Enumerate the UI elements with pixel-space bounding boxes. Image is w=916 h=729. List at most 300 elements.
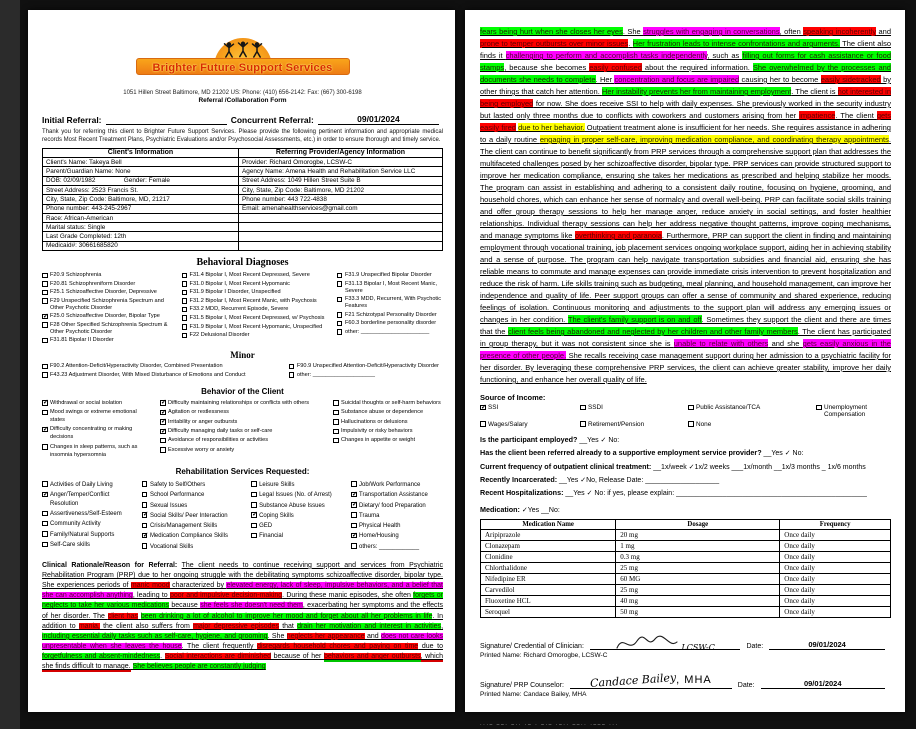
checkbox-label: F31.81 Bipolar II Disorder bbox=[50, 337, 114, 344]
checkbox-label: F25.1 Schizoaffective Disorder, Depressive bbox=[50, 289, 157, 296]
paragraph-text: for now. She does receive SSI to help with daily expenses. She previously worked in the security industry but lasted only three months due to conflicts with coworkers and customers arising from her bbox=[480, 99, 891, 120]
checked-checkbox-icon: ✓ bbox=[142, 511, 149, 519]
checkbox-label: Coping Skills bbox=[259, 512, 294, 519]
viewer-left-gutter bbox=[0, 0, 20, 729]
counselor-signature-script: Candace Bailey bbox=[589, 670, 677, 690]
checked-checkbox-icon: ✓ bbox=[43, 490, 49, 498]
checked-checkbox-icon: ✓ bbox=[252, 511, 258, 519]
unchecked-checkbox-icon bbox=[142, 481, 148, 487]
date-label: Date: bbox=[737, 681, 755, 689]
unchecked-checkbox-icon bbox=[142, 543, 148, 549]
paragraph-text: . She bbox=[267, 632, 287, 640]
paragraph-text: Outpatient treatment alone is insufficient for her needs. She requires assistance in adhering to a daily routine bbox=[480, 123, 891, 144]
checkbox-item bbox=[42, 444, 152, 460]
unchecked-checkbox-icon bbox=[182, 315, 188, 321]
clinician-credential-text: LCSW-C bbox=[681, 642, 715, 652]
checkbox-item bbox=[182, 281, 330, 288]
checkbox-item bbox=[333, 400, 443, 408]
checkbox-item bbox=[142, 532, 243, 541]
unchecked-checkbox-icon bbox=[333, 438, 339, 444]
checkbox-item bbox=[337, 281, 443, 295]
document-page-2[interactable] bbox=[465, 10, 905, 728]
checked-checkbox-icon: ✓ bbox=[161, 408, 167, 416]
checkbox-label: Difficulty managing daily tasks or self-care bbox=[168, 428, 273, 435]
checkbox-item bbox=[289, 372, 443, 379]
checkbox-label: F28 Other Specified Schizophrenia Spectrum & Other Psychotic Disorder bbox=[50, 321, 168, 335]
paragraph-text: , often bbox=[779, 27, 804, 36]
checkbox-label: Self-Care skills bbox=[50, 542, 91, 549]
med-table-cell: Carvedilol bbox=[481, 584, 616, 595]
checkbox-label: F20.9 Schizophrenia bbox=[50, 272, 102, 279]
medication-question bbox=[480, 504, 891, 517]
checkbox-label: F25.0 Schizoaffective Disorder, Bipolar Type bbox=[50, 313, 160, 320]
highlighted-text: including essential daily tasks such as self-care, hygiene, and grooming bbox=[42, 632, 268, 640]
checkbox-label: F43.23 Adjustment Disorder, With Mixed Disturbance of Emotions and Conduct bbox=[50, 371, 246, 378]
checkbox-label: Public Assistance/TCA bbox=[696, 404, 761, 411]
question-label: Is the participant employed? bbox=[480, 435, 578, 445]
unchecked-checkbox-icon bbox=[182, 307, 188, 313]
checkbox-label: Medication Compliance Skills bbox=[149, 533, 228, 540]
checkbox-label: F20.81 Schizophreniform Disorder bbox=[50, 280, 136, 287]
checkbox-item bbox=[182, 315, 330, 322]
client-info-cell: Client's Name: Takeya Bell bbox=[43, 158, 239, 167]
highlighted-text: gets easily anxious in the presence of other people. bbox=[480, 339, 891, 360]
med-frequency-header: Frequency bbox=[780, 519, 891, 529]
med-dosage-header: Dosage bbox=[616, 519, 780, 529]
org-name-banner bbox=[136, 58, 350, 75]
logo-people-icon bbox=[221, 41, 265, 59]
highlighted-text: client has bbox=[107, 612, 139, 620]
checkbox-label: Sexual Issues bbox=[149, 502, 188, 509]
paragraph-text: . Her bbox=[595, 75, 615, 84]
paragraph-text: characterized by bbox=[169, 582, 227, 590]
checked-checkbox-icon: ✓ bbox=[481, 403, 487, 411]
table-row bbox=[481, 606, 891, 617]
question-answer: __Yes ✓No, Release Date: ___________________ bbox=[557, 476, 720, 484]
unchecked-checkbox-icon bbox=[816, 405, 822, 411]
unchecked-checkbox-icon bbox=[351, 523, 357, 529]
checkbox-item bbox=[160, 447, 325, 455]
unchecked-checkbox-icon bbox=[42, 444, 48, 450]
counselor-signature bbox=[570, 670, 732, 690]
client-info-cell: City, State, Zip Code: Baltimore, MD, 21217 bbox=[43, 195, 239, 204]
highlighted-text: neglects her appearance bbox=[286, 632, 365, 640]
checkbox-item bbox=[251, 522, 343, 531]
checkbox-item bbox=[42, 510, 134, 519]
counselor-signature-label: Signature/ PRP Counselor: bbox=[480, 681, 564, 689]
checkbox-item bbox=[142, 512, 243, 521]
med-table-cell: Once daily bbox=[780, 584, 891, 595]
unchecked-checkbox-icon bbox=[142, 523, 148, 529]
med-table-cell: 0.3 mg bbox=[616, 551, 780, 562]
checkbox-item bbox=[42, 541, 134, 550]
unchecked-checkbox-icon bbox=[182, 290, 188, 296]
highlighted-text: Social interactions are diminished bbox=[164, 653, 272, 661]
paragraph-text: the client also suffers from bbox=[99, 622, 194, 630]
checkbox-item bbox=[182, 298, 330, 305]
unchecked-checkbox-icon bbox=[160, 447, 166, 453]
checkbox-label: Withdrawal or social isolation bbox=[50, 399, 123, 406]
checkbox-item bbox=[337, 296, 443, 310]
unchecked-checkbox-icon bbox=[251, 481, 257, 487]
client-info-cell: Race: African-American bbox=[43, 213, 239, 222]
diagnoses-heading: Behavioral Diagnoses bbox=[196, 257, 289, 269]
checkbox-item bbox=[337, 272, 443, 279]
table-row bbox=[481, 573, 891, 584]
paragraph-text: causing her to become bbox=[739, 75, 821, 84]
checkbox-item bbox=[333, 428, 443, 436]
minor-heading: Minor bbox=[230, 350, 255, 361]
counselor-printed-name: Printed Name: Candace Bailey, MHA bbox=[480, 690, 587, 698]
highlighted-text: she feels she doesn't need them bbox=[200, 602, 303, 610]
paragraph-text: , which she finds difficult to manage. bbox=[42, 653, 444, 671]
med-table-cell: Once daily bbox=[780, 551, 891, 562]
unchecked-checkbox-icon bbox=[42, 521, 48, 527]
unchecked-checkbox-icon bbox=[333, 400, 339, 406]
paragraph-text: , bbox=[441, 622, 444, 630]
checkbox-label: F90.9 Unspecified Attention-Deficit/Hyperactivity Disorder bbox=[296, 363, 439, 370]
highlighted-text: prone to temper outbursts over minor issues bbox=[480, 39, 629, 48]
checkbox-item bbox=[160, 419, 325, 427]
med-table-cell: Once daily bbox=[780, 540, 891, 551]
checkbox-label: Avoidance of responsibilities or activities bbox=[168, 437, 269, 444]
client-info-cell: Medicaid#: 30661685820 bbox=[43, 241, 239, 250]
med-table-cell: Clonazepam bbox=[481, 540, 616, 551]
table-header-row bbox=[43, 148, 443, 157]
paragraph-text: , because she becomes bbox=[504, 63, 590, 72]
checkbox-item bbox=[333, 409, 443, 417]
highlighted-text: impatience bbox=[799, 111, 836, 120]
highlighted-text: manic mood bbox=[130, 582, 170, 590]
med-table-cell: 25 mg bbox=[616, 584, 780, 595]
checkbox-item bbox=[351, 481, 443, 490]
client-info-cell: Parent/Guardian Name: None bbox=[43, 167, 239, 176]
signature-scribble-icon bbox=[615, 637, 679, 651]
unchecked-checkbox-icon bbox=[42, 273, 48, 279]
table-row bbox=[43, 241, 443, 250]
checkbox-label: Social Skills/ Peer Interaction bbox=[149, 512, 228, 519]
highlighted-text: easily sidetracked bbox=[820, 75, 881, 84]
org-logo bbox=[42, 32, 443, 88]
checkbox-label: F31.4 Bipolar I, Most Recent Depressed, Severe bbox=[189, 272, 310, 279]
checkbox-item bbox=[337, 312, 443, 319]
checkbox-label: Hallucinations or delusions bbox=[341, 418, 408, 425]
checkbox-item bbox=[142, 481, 243, 490]
rationale-label: Clinical Rationale/Reason for Referral: bbox=[42, 561, 178, 569]
highlighted-text: The client's family support is on and off bbox=[567, 315, 702, 324]
checkbox-item bbox=[182, 324, 330, 331]
unchecked-checkbox-icon bbox=[42, 410, 48, 416]
checkbox-label: F21 Schizotypal Personality Disorder bbox=[344, 311, 437, 318]
paragraph-text: . Sometimes they support the client and there are times that the bbox=[480, 315, 892, 336]
question-label: Current frequency of outpatient clinical treatment: bbox=[480, 461, 652, 471]
highlighted-text: struggles with engaging in conversations bbox=[643, 27, 780, 36]
checkbox-item bbox=[42, 426, 152, 442]
med-table-cell: Seroquel bbox=[481, 606, 616, 617]
highlighted-text: forgets or neglects to take her various medications bbox=[42, 592, 444, 610]
checkbox-item bbox=[160, 409, 325, 417]
checked-checkbox-icon: ✓ bbox=[43, 312, 49, 320]
checkbox-item bbox=[688, 404, 816, 418]
checkbox-item bbox=[580, 421, 688, 428]
checkbox-item bbox=[182, 306, 330, 313]
unchecked-checkbox-icon bbox=[182, 333, 188, 339]
checkbox-item bbox=[160, 437, 325, 445]
unchecked-checkbox-icon bbox=[251, 523, 257, 529]
client-info-header: Client's Information bbox=[43, 148, 239, 157]
checkbox-label: Leisure Skills bbox=[259, 481, 295, 488]
unchecked-checkbox-icon bbox=[142, 492, 148, 498]
paragraph-text: . bbox=[628, 39, 633, 48]
unchecked-checkbox-icon bbox=[333, 410, 339, 416]
paragraph-text: . The client bbox=[835, 111, 877, 120]
checkbox-label: Legal Issues (No. of Arrest) bbox=[259, 492, 332, 499]
checkbox-label: F31.9 Bipolar I Disorder, Unspecified bbox=[189, 289, 281, 296]
checkbox-label: F31.0 Bipolar I, Most Recent Hypomanic bbox=[189, 280, 290, 287]
checkbox-label: Suicidal thoughts or self-harm behaviors bbox=[341, 399, 441, 406]
question-answer: __Yes ✓ No: if yes, please explain: _________________________________________________ bbox=[563, 490, 867, 498]
checkbox-label: F33.3 MDD, Recurrent, With Psychotic Features bbox=[344, 296, 442, 310]
checkbox-label: Assertiveness/Self-Esteem bbox=[50, 511, 122, 518]
clinician-date: 09/01/2024 bbox=[769, 640, 885, 650]
checkbox-item bbox=[289, 363, 443, 370]
medication-answer: ✓Yes __No: bbox=[519, 507, 560, 515]
checkbox-item bbox=[42, 409, 152, 425]
checkbox-label: Anger/Temper/Conflict Resolution bbox=[50, 492, 110, 507]
checkbox-item bbox=[816, 404, 891, 418]
paragraph-text: She recalls receiving case management support during her admission to a psychiatric facility for her disorder. By leveraging these comprehensive PRP services, the client can achieve greater stability, improve her daily functioning, and enhance her overall quality of life. bbox=[480, 351, 891, 384]
unchecked-checkbox-icon bbox=[580, 421, 586, 427]
counselor-credential-text: , MHA bbox=[676, 673, 712, 686]
highlighted-text: gets easily fired bbox=[480, 111, 891, 132]
table-row bbox=[43, 185, 443, 194]
checkbox-item bbox=[688, 421, 816, 428]
checkbox-item bbox=[351, 522, 443, 531]
highlighted-text: drain her motivation and interest in activities bbox=[297, 622, 442, 630]
checkbox-item bbox=[160, 428, 325, 436]
client-info-cell: Last Grade Completed: 12th bbox=[43, 232, 239, 241]
checkbox-label: F33.2 MDD, Recurrent Episode, Severe bbox=[189, 306, 289, 313]
med-table-cell: Once daily bbox=[780, 595, 891, 606]
table-row bbox=[481, 529, 891, 540]
paragraph-text: . The client frequently bbox=[181, 643, 258, 651]
checkbox-item bbox=[333, 419, 443, 427]
highlighted-text: She believes people are constantly judging bbox=[132, 663, 266, 671]
med-table-cell: 50 mg bbox=[616, 606, 780, 617]
checkbox-item bbox=[42, 289, 175, 296]
checkbox-label: other: ____________________ bbox=[296, 371, 375, 378]
med-table-cell: Once daily bbox=[780, 529, 891, 540]
med-table-cell: 60 MG bbox=[616, 573, 780, 584]
checkbox-label: F22 Delusional Disorder bbox=[189, 332, 250, 339]
behavior-checklist bbox=[42, 400, 443, 461]
document-page-1[interactable] bbox=[28, 10, 455, 712]
income-heading: Source of Income: bbox=[480, 393, 546, 402]
checked-checkbox-icon: ✓ bbox=[352, 490, 358, 498]
table-row bbox=[43, 213, 443, 222]
highlighted-text: been drinking a lot of alcohol to improve her mood and forget about all her problems in life bbox=[140, 612, 433, 620]
table-row bbox=[43, 195, 443, 204]
provider-info-header: Referring Provider/Agency Information bbox=[239, 148, 443, 157]
med-table-cell: 40 mg bbox=[616, 595, 780, 606]
checkbox-item bbox=[480, 421, 580, 428]
unchecked-checkbox-icon bbox=[337, 281, 343, 287]
med-table-cell: Nifedipine ER bbox=[481, 573, 616, 584]
checkbox-label: SSDI bbox=[588, 404, 603, 411]
table-row bbox=[481, 584, 891, 595]
highlighted-text: mania, bbox=[78, 622, 100, 630]
checkbox-label: None bbox=[696, 420, 712, 428]
checkbox-item bbox=[42, 298, 175, 312]
checkbox-item bbox=[351, 512, 443, 521]
medication-label: Medication: bbox=[480, 505, 520, 515]
med-table-cell: Chlorthalidone bbox=[481, 562, 616, 573]
table-row bbox=[481, 595, 891, 606]
minor-checklist bbox=[42, 363, 443, 381]
paragraph-text: and bbox=[364, 632, 382, 640]
rehab-heading: Rehabilitation Services Requested: bbox=[175, 466, 310, 476]
paragraph-text: . The client has participated in group therapy, but it was not consistent since she is bbox=[480, 327, 892, 348]
checkbox-label: Unemployment Compensation bbox=[824, 404, 867, 418]
checkbox-item bbox=[337, 329, 443, 336]
unchecked-checkbox-icon bbox=[688, 405, 694, 411]
checkbox-label: Community Activity bbox=[50, 521, 101, 528]
unchecked-checkbox-icon bbox=[42, 338, 48, 344]
faint-footer-text: ···– ––· –·· ·– · –·– ·–·· ––·· ·––– ··· bbox=[480, 721, 619, 728]
med-table-cell: Once daily bbox=[780, 562, 891, 573]
paragraph-text: . The client can continue to benefit significantly from PRP services through a comprehensive support plan that addresses the multifaceted challenges posed by her schizoaffective disorder, bipolar type. PRP services can provide structured support to improve her medication compliance, ensuring she takes her medications as prescribed and helping stabilize her moods. The program can assist in establishing and adhering to a consistent daily routine, focusing on hygiene, grooming, and household chores, which can enhance her sense of normalcy and overall well-being. PRP can facilitate social skills training and offer group therapy sessions to help her manage anger, reduce anxiety in social settings, and foster healthier relationships. Individual therapy sessions can help her address negative thought patterns, improve coping mechanisms, and manage symptoms like bbox=[480, 135, 891, 240]
checkbox-item bbox=[42, 531, 134, 540]
clinician-signature-label: Signature/ Credential of Clinician: bbox=[480, 642, 584, 650]
unchecked-checkbox-icon bbox=[42, 511, 48, 517]
checkbox-label: Wages/Salary bbox=[488, 420, 528, 428]
checkbox-item bbox=[42, 363, 281, 370]
highlighted-text: overthinking and paranoia bbox=[574, 231, 662, 240]
provider-info-cell bbox=[239, 232, 443, 241]
paragraph-text: about the required information. bbox=[641, 63, 753, 72]
unchecked-checkbox-icon bbox=[160, 438, 166, 444]
checkbox-label: Impulsivity or risky behaviors bbox=[341, 428, 413, 435]
highlighted-text: client feels being abandoned and neglected by her children and other family members bbox=[507, 327, 798, 336]
checkbox-item bbox=[42, 272, 175, 279]
unchecked-checkbox-icon bbox=[333, 419, 339, 425]
clinician-signature bbox=[590, 634, 741, 650]
rehab-checklist bbox=[42, 481, 443, 553]
income-checklist bbox=[480, 404, 891, 429]
paragraph-text: by other things that catch her attention. bbox=[480, 75, 891, 96]
checkbox-label: Substance abuse or dependence bbox=[341, 409, 424, 416]
checkbox-label: Job/Work Performance bbox=[359, 481, 421, 488]
checked-checkbox-icon: ✓ bbox=[161, 418, 167, 426]
checkbox-label: other: ______________________ bbox=[344, 328, 430, 335]
checkbox-label: Difficulty maintaining relationships or conflicts with others bbox=[168, 399, 310, 406]
med-table-cell: Once daily bbox=[780, 573, 891, 584]
highlighted-text: Her instability prevents her from maintaining employment bbox=[601, 87, 792, 96]
paragraph-text: . Furthermore, PRP can support the client in finding and maintaining employment through vocational training, job placement services ongoing workplace support, aiding her in achieving stability and a sense of purpose. The program can help navigate transportation subsidies and financial aid, ensuring she has reliable means to commute and manage expenses can provide immediate crisis intervention to prevent hospitalization and reduce the risk of harm. Life skills training such as budgeting, meal planning, and household management, can improve her independence and quality of life. Peer support groups can offer a sense of community and shared experience, reducing feelings of isolation. Continuous monitoring and adjustments to the support plan will address any emerging issues or changes in her condition. bbox=[480, 231, 892, 324]
highlighted-text: disregards household chores and paying on time bbox=[257, 643, 419, 651]
checkbox-item bbox=[142, 491, 243, 500]
checkbox-item bbox=[142, 522, 243, 531]
question-label: Recent Hospitalizations: bbox=[480, 488, 564, 498]
checkbox-item bbox=[42, 313, 175, 320]
highlighted-text: not interested in being employed bbox=[480, 87, 891, 108]
unchecked-checkbox-icon bbox=[480, 421, 486, 427]
questions-block bbox=[480, 434, 891, 500]
counselor-signature-row bbox=[480, 670, 891, 690]
unchecked-checkbox-icon bbox=[351, 543, 357, 549]
checkbox-label: Mood swings or extreme emotional states bbox=[50, 409, 137, 424]
unchecked-checkbox-icon bbox=[351, 512, 357, 518]
checkbox-label: Dietary/ food Preparation bbox=[359, 502, 426, 509]
checked-checkbox-icon: ✓ bbox=[161, 399, 167, 407]
provider-info-cell bbox=[239, 241, 443, 250]
checkbox-label: Excessive worry or anxiety bbox=[168, 446, 235, 453]
continuation-paragraph bbox=[480, 26, 891, 386]
unchecked-checkbox-icon bbox=[580, 405, 586, 411]
table-row bbox=[481, 551, 891, 562]
checkbox-label: F29 Unspecified Schizophrenia Spectrum and Other Psychotic Disorder bbox=[50, 297, 164, 311]
paragraph-text: and she bbox=[768, 339, 803, 348]
provider-info-cell bbox=[239, 213, 443, 222]
checked-checkbox-icon: ✓ bbox=[43, 399, 49, 407]
highlighted-text: challenging to perform and accomplish tasks independently bbox=[505, 51, 708, 60]
org-address: 1051 Hillen Street Baltimore, MD 21202 US: Phone: (410) 656-2142: Fax: (667) 300-6198 bbox=[123, 90, 362, 96]
unchecked-checkbox-icon bbox=[42, 372, 48, 378]
highlighted-text: does not care looks unpresentable when she leaves the house bbox=[42, 632, 444, 651]
unchecked-checkbox-icon bbox=[42, 322, 48, 328]
clinician-signature-row bbox=[480, 634, 891, 650]
checkbox-label: others: ____________ bbox=[359, 543, 420, 550]
highlighted-text: unable to relate with others bbox=[673, 339, 769, 348]
checkbox-label: Agitation or restlessness bbox=[168, 409, 229, 416]
checkbox-item bbox=[42, 281, 175, 288]
unchecked-checkbox-icon bbox=[182, 298, 188, 304]
behavior-heading: Behavior of the Client bbox=[201, 386, 284, 396]
checkbox-label: Vocational Skills bbox=[149, 543, 194, 550]
paragraph-text: . In addition to bbox=[42, 612, 443, 630]
question-line bbox=[480, 487, 891, 500]
table-row bbox=[43, 204, 443, 213]
highlighted-text: elevated energy, lack of sleep, impulsive behaviors, and a belief that she can accomplish anything bbox=[42, 582, 443, 600]
paragraph-text: , exacerbating her symptoms and the effects of her disorder. The bbox=[42, 602, 443, 620]
unchecked-checkbox-icon bbox=[337, 312, 343, 318]
concurrent-referral-date: 09/01/2024 bbox=[318, 114, 439, 125]
highlighted-text: engaging in proper self-care, improving medication compliance, and coordinating therapy appointments bbox=[539, 135, 889, 144]
rationale-text bbox=[42, 562, 443, 670]
paragraph-text: , leading to bbox=[132, 592, 170, 600]
paragraph-text bbox=[480, 27, 891, 384]
highlighted-text: fears being hurt when she closes her eyes bbox=[480, 27, 623, 36]
paragraph-text: , such as bbox=[707, 51, 743, 60]
unchecked-checkbox-icon bbox=[42, 481, 48, 487]
checkbox-label: GED bbox=[259, 523, 273, 530]
paragraph-text: . She bbox=[622, 27, 644, 36]
checkbox-item bbox=[42, 337, 175, 344]
checkbox-label: SSI bbox=[488, 404, 499, 411]
unchecked-checkbox-icon bbox=[142, 502, 148, 508]
checkbox-label: Difficulty concentrating or making decisions bbox=[50, 426, 133, 441]
checkbox-item bbox=[142, 502, 243, 511]
medication-table bbox=[480, 519, 891, 618]
highlighted-text: due to her behavior. bbox=[518, 123, 585, 132]
unchecked-checkbox-icon bbox=[337, 297, 343, 303]
checkbox-label: School Performance bbox=[149, 492, 205, 499]
question-label: Recently Incarcerated: bbox=[480, 474, 558, 484]
concurrent-referral-label: Concurrent Referral: bbox=[230, 115, 314, 125]
checked-checkbox-icon: ✓ bbox=[142, 531, 149, 539]
checkbox-item bbox=[480, 404, 580, 418]
unchecked-checkbox-icon bbox=[337, 329, 343, 335]
